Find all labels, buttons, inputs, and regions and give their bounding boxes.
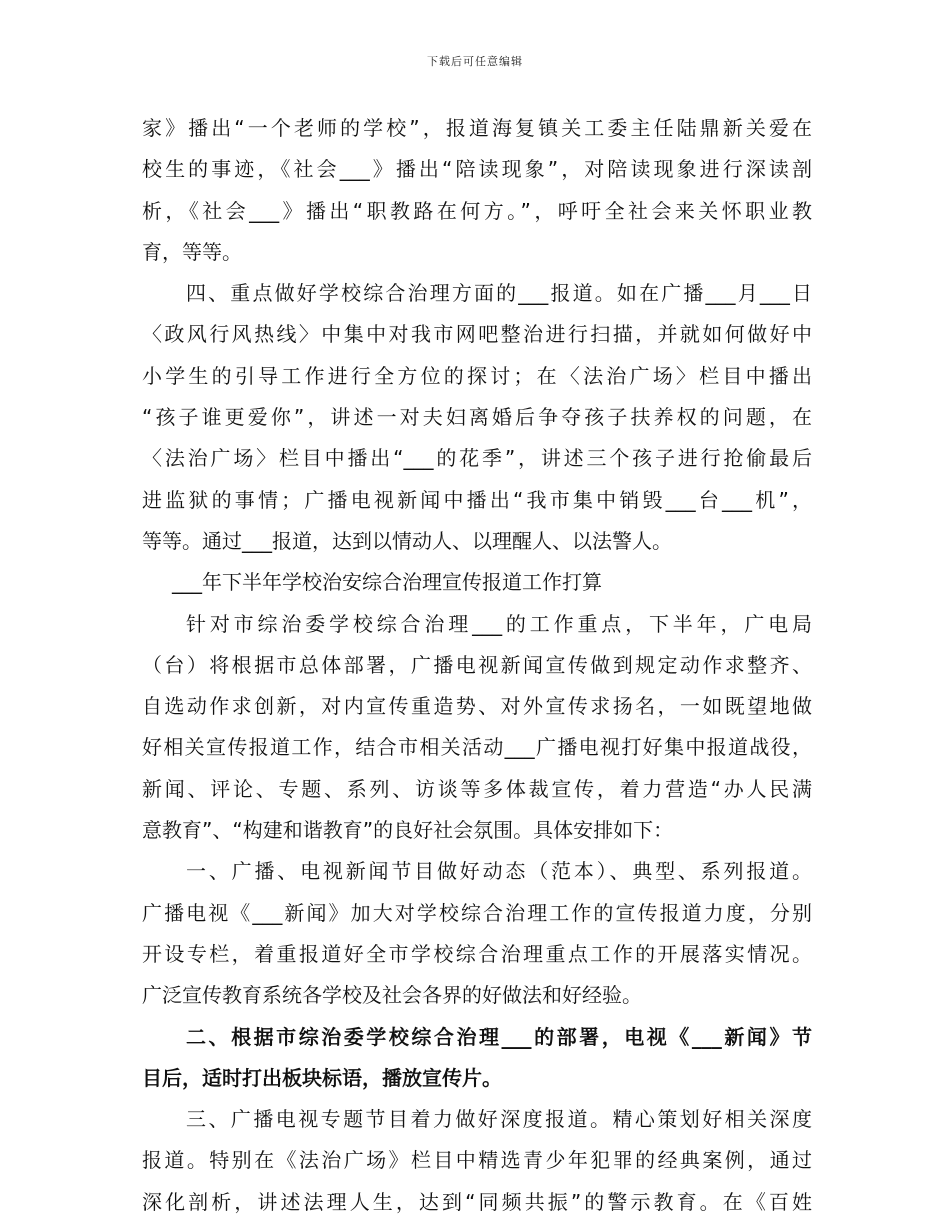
text-line: 育，等等。: [142, 239, 242, 264]
text-line: 广泛宣传教育系统各学校及社会各界的好做法和好经验。: [142, 983, 642, 1008]
text-line: 进监狱的事情；广播电视新闻中播出“我市集中销毁___台___机”，: [142, 487, 812, 512]
text-line: （台）将根据市总体部署，广播电视新闻宣传做到规定动作求整齐、: [142, 652, 812, 677]
text-line: 目后，适时打出板块标语，播放宣传片。: [142, 1065, 502, 1090]
text-line: “孩子谁更爱你”，讲述一对夫妇离婚后争夺孩子扶养权的问题，在: [142, 405, 812, 430]
text-line: 好相关宣传报道工作，结合市相关活动___广播电视打好集中报道战役，: [142, 735, 812, 760]
text-line: 校生的事迹，《社会___》播出“陪读现象”，对陪读现象进行深读剖: [142, 157, 812, 182]
document-body: [142, 108, 812, 1223]
page-header: 下载后可任意编辑: [427, 55, 523, 68]
text-line: 家》播出“一个老师的学校”，报道海复镇关工委主任陆鼎新关爱在: [142, 116, 812, 140]
text-line: ___年下半年学校治安综合治理宣传报道工作打算: [172, 570, 602, 595]
text-line: 析，《社会___》播出“职教路在何方。”，呼吁全社会来关怀职业教: [142, 198, 812, 223]
text-line: 广播电视《___新闻》加大对学校综合治理工作的宣传报道力度，分别: [142, 900, 812, 925]
text-line: 小学生的引导工作进行全方位的探讨；在〈法治广场〉栏目中播出: [142, 363, 812, 388]
text-line: 一、广播、电视新闻节目做好动态（范本）、典型、系列报道。: [186, 859, 812, 884]
text-line: 深化剖析，讲述法理人生，达到“同频共振”的警示教育。在《百姓: [142, 1189, 812, 1214]
text-line: 三、广播电视专题节目着力做好深度报道。精心策划好相关深度: [186, 1107, 812, 1132]
text-line: 四、重点做好学校综合治理方面的___报道。如在广播___月___日: [186, 281, 812, 306]
text-line: 新闻、评论、专题、系列、访谈等多体裁宣传，着力营造“办人民满: [142, 776, 812, 801]
text-line: 意教育”、“构建和谐教育”的良好社会氛围。具体安排如下：: [142, 818, 674, 843]
text-line: 等等。通过___报道，达到以情动人、以理醒人、以法警人。: [142, 528, 672, 553]
text-line: 开设专栏，着重报道好全市学校综合治理重点工作的开展落实情况。: [142, 941, 812, 966]
text-line: 针对市综治委学校综合治理___的工作重点，下半年，广电局: [186, 611, 812, 636]
text-line: 二、根据市综治委学校综合治理___的部署，电视《___新闻》节: [186, 1024, 812, 1049]
text-line: 〈政风行风热线〉中集中对我市网吧整治进行扫描，并就如何做好中: [142, 322, 812, 347]
text-line: 报道。特别在《法治广场》栏目中精选青少年犯罪的经典案例，通过: [142, 1148, 812, 1173]
text-line: 〈法治广场〉栏目中播出“___的花季”，讲述三个孩子进行抢偷最后: [142, 446, 812, 471]
text-line: 自选动作求创新，对内宣传重造势、对外宣传求扬名，一如既望地做: [142, 694, 812, 719]
